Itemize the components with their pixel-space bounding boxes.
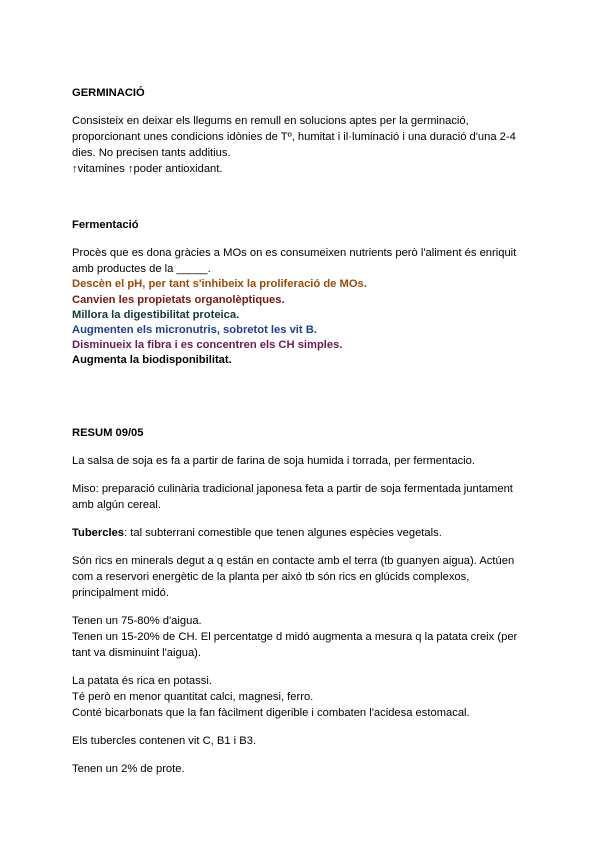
fermentacio-effect: Millora la digestibilitat proteica. <box>72 309 240 321</box>
resum-miso-line: Miso: preparació culinària tradicional japonesa feta a partir de soja fermentada juntament <box>72 483 513 495</box>
resum-aigua-line: Tenen un 75-80% d'aigua. <box>72 615 202 627</box>
resum-title: RESUM 09/05 <box>72 427 144 439</box>
germinacio-line: proporcionant unes condicions idònies de Tº, humitat i il·luminació i una duració d'una 2-4 <box>72 131 516 143</box>
resum-tubercles-line <box>72 525 442 541</box>
resum-minerals-line: Són rics en minerals degut a q están en contacte amb el terra (tb guanyen aigua). Actúen <box>72 555 515 567</box>
resum-patata-line: Té però en menor quantitat calci, magnesi, ferro. <box>72 691 314 703</box>
resum-vitamines: Els tubercles contenen vit C, B1 i B3. <box>72 735 257 747</box>
resum-patata-line: Conté bicarbonats que la fan fàcilment digerible i combaten l'acidesa estomacal. <box>72 707 470 719</box>
fermentacio-title: Fermentació <box>72 219 139 231</box>
germinacio-title: GERMINACIÓ <box>72 87 145 99</box>
fermentacio-intro-line: amb productes de la _____. <box>72 263 211 275</box>
tubercles-definition: : tal subterrani comestible que tenen algunes espècies vegetals. <box>124 527 442 539</box>
resum-proteina: Tenen un 2% de prote. <box>72 763 185 775</box>
germinacio-line: Consisteix en deixar els llegums en remull en solucions aptes per la germinació, <box>72 115 469 127</box>
tubercles-term: Tubercles <box>72 527 125 539</box>
fermentacio-effect: Disminueix la fibra i es concentren els CH simples. <box>72 339 343 351</box>
resum-minerals-line: com a reservori energètic de la planta per això tb són rics en glúcids complexos, <box>72 571 470 583</box>
fermentacio-intro-line: Procès que es dona gràcies a MOs on es consumeixen nutrients però l'aliment és enriquit <box>72 247 517 259</box>
resum-aigua-line: Tenen un 15-20% de CH. El percentatge d midó augmenta a mesura q la patata creix (per <box>72 631 518 643</box>
germinacio-line: ↑vitamines ↑poder antioxidant. <box>72 163 223 175</box>
fermentacio-effect: Augmenta la biodisponibilitat. <box>72 354 232 366</box>
resum-minerals-line: principalment midó. <box>72 587 170 599</box>
resum-soja: La salsa de soja es fa a partir de farina de soja humida i torrada, per fermentacio. <box>72 455 475 467</box>
resum-miso-line: amb algún cereal. <box>72 499 161 511</box>
fermentacio-effect: Canvien les propietats organolèptiques. <box>72 294 285 306</box>
fermentacio-effect: Descèn el pH, per tant s'inhibeix la proliferació de MOs. <box>72 278 367 290</box>
germinacio-line: dies. No precisen tants additius. <box>72 147 231 159</box>
resum-patata-line: La patata és rica en potassi. <box>72 675 212 687</box>
resum-aigua-line: tant va disminuint l'aigua). <box>72 647 201 659</box>
fermentacio-effect: Augmenten els micronutris, sobretot les vit B. <box>72 324 317 336</box>
